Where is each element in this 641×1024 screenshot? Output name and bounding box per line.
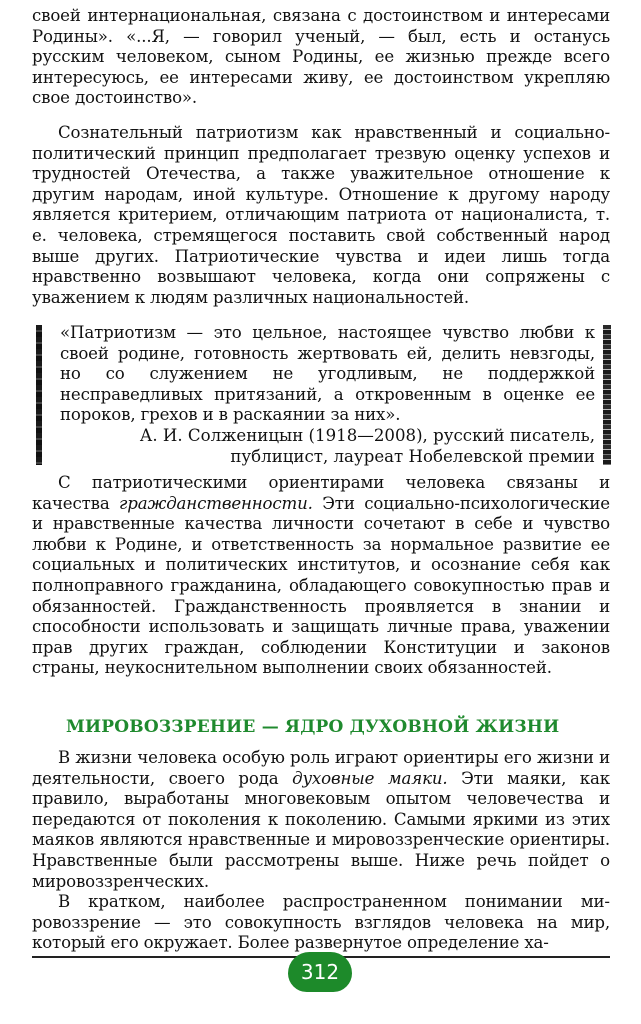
section-heading: МИРОВОЗЗРЕНИЕ — ЯДРО ДУХОВНОЙ ЖИЗНИ (66, 717, 560, 737)
quote-attribution (60, 426, 595, 467)
paragraph-patriotism: Сознательный патриотизм как нравственный и социально-политический принцип предполагает трезвую оценку успехов и трудностей Отечества, а также уважительное отношение к другим народам, иной культуре. Отношение к другому народу является критерием, отличающим патриота от националиста, т. е. человека, стремящегося поставить свой собственный народ выше других. Патриотические чувства и идеи лишь тогда нравственно возвышают человека, когда они сопряжены с уважением к людям различных национальностей. (32, 123, 610, 307)
paragraph-citizenship (32, 473, 610, 679)
quote-block (36, 323, 611, 467)
attribution-line-1: А. И. Солженицын (1918—2008), русский писатель, (139, 426, 595, 445)
paragraph-continuation: своей интернациональная, связана с достоинством и интересами Родины». «...Я, — говорил ученый, — был, есть и останусь русским человеком, сыном Родины, ее жизнью прежде всего интересуюсь, ее интересами живу, ее достоинством укрепляю свое достоинство». (32, 6, 610, 108)
text-run: Эти маяки, как правило, выработаны многовековым опытом человечества и передаются от поколения к поколению. Самыми яркими из этих маяков являются нравственные и мировоззренческие ориентиры. Нравственные были рассмотрены выше. Ниже речь пойдет о мировоззренческих. (32, 768, 610, 891)
emphasis-term: гражданственности. (119, 493, 313, 513)
page-number-badge: 312 (288, 952, 352, 992)
quote-text: «Патриотизм — это цельное, настоящее чувство любви к своей родине, готовность жертвовать ей, делить невзгоды, но со служением не угодливым, не поддержкой несправедливых притязаний, а откровенным в оценке ее пороков, грехов и в раскаянии за них». (60, 323, 595, 425)
text-run: Эти социально-психологические и нравственные качества личности сочетают в себе и чувство любви к Родине, и ответственность за нормальное развитие ее социальных и политических институтов, и осознание себя как полноправного гражданина, обладающего совокупностью прав и обязанностей. Гражданственность проявляется в знании и способности использовать и защищать личные права, уважении прав других граждан, соблюдении Конституции и законов страны, неукоснительном выполнении своих обязанностей. (32, 493, 610, 678)
paragraph-worldview-definition: В кратком, наиболее распространенном понимании мировоззрение — это совокупность взглядов человека на мир, который его окружает. Более развернутое определение ха- (32, 892, 610, 953)
text-run: С патриотическими ориентирами человека связаны и качества (32, 473, 610, 513)
quote-bar-right (603, 325, 611, 465)
text-run: В жизни человека особую роль играют ориентиры его жизни и деятельности, своего рода (32, 748, 610, 788)
emphasis-term: духовные маяки. (292, 768, 448, 788)
paragraph-spiritual-beacons (32, 748, 610, 892)
quote-bar-left (36, 325, 42, 465)
attribution-line-2: публицист, лауреат Нобелевской премии (230, 446, 595, 466)
